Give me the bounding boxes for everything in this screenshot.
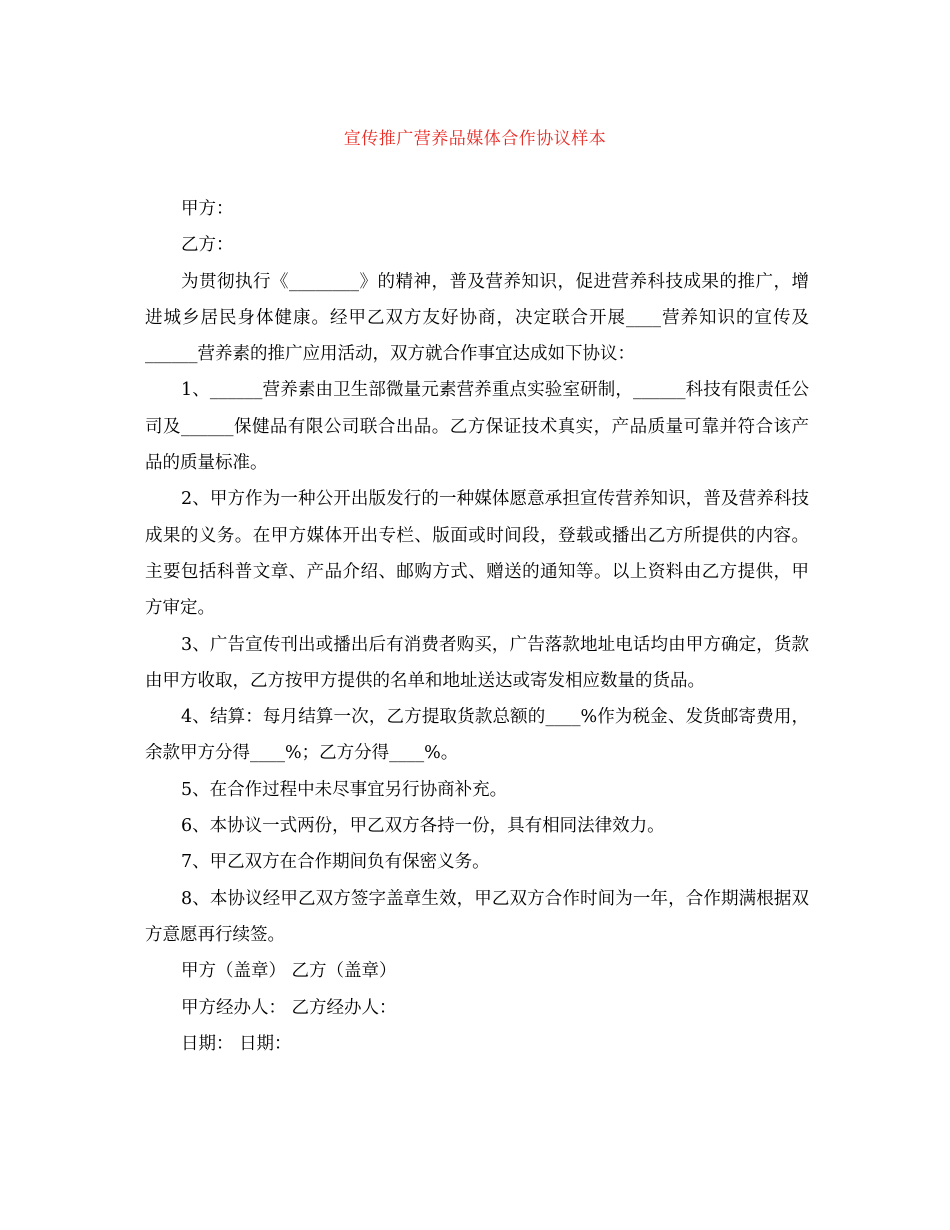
clause-8: 8、本协议经甲乙双方签字盖章生效，甲乙双方合作时间为一年，合作期满根据双方意愿再行续签。 <box>145 888 809 945</box>
clause-4: 4、结算：每月结算一次，乙方提取货款总额的____%作为税金、发货邮寄费用，余款甲方分得____%；乙方分得____%。 <box>145 707 809 764</box>
document-body <box>145 191 809 1062</box>
clause-1: 1、______营养素由卫生部微量元素营养重点实验室研制，______科技有限责任公司及______保健品有限公司联合出品。乙方保证技术真实，产品质量可靠并符合该产品的质量标准。 <box>145 380 809 474</box>
clause-2: 2、甲方作为一种公开出版发行的一种媒体愿意承担宣传营养知识，普及营养科技成果的义务。在甲方媒体开出专栏、版面或时间段，登载或播出乙方所提供的内容。主要包括科普文章、产品介绍、邮购方式、赠送的通知等。以上资料由乙方提供，甲方审定。 <box>145 489 809 619</box>
handler-line: 甲方经办人： 乙方经办人： <box>181 997 397 1018</box>
document-title: 宣传推广营养品媒体合作协议样本 <box>343 129 607 149</box>
clause-7: 7、甲乙双方在合作期间负有保密义务。 <box>181 852 490 873</box>
clause-3: 3、广告宣传刊出或播出后有消费者购买，广告落款地址电话均由甲方确定，货款由甲方收取，乙方按甲方提供的名单和地址送达或寄发相应数量的货品。 <box>145 634 809 691</box>
party-b-line: 乙方： <box>181 235 234 256</box>
clause-5: 5、在合作过程中未尽事宜另行协商补充。 <box>181 779 508 800</box>
date-line: 日期： 日期： <box>181 1033 292 1054</box>
party-a-line: 甲方： <box>181 199 234 219</box>
clause-6: 6、本协议一式两份，甲乙双方各持一份，具有相同法律效力。 <box>181 816 665 837</box>
preamble-paragraph: 为贯彻执行《________》的精神，普及营养知识，促进营养科技成果的推广，增进城乡居民身体健康。经甲乙双方友好协商，决定联合开展____营养知识的宣传及______营养素的推广应用活动，双方就合作事宜达成如下协议： <box>145 271 809 365</box>
seal-line: 甲方（盖章） 乙方（盖章） <box>181 961 397 982</box>
